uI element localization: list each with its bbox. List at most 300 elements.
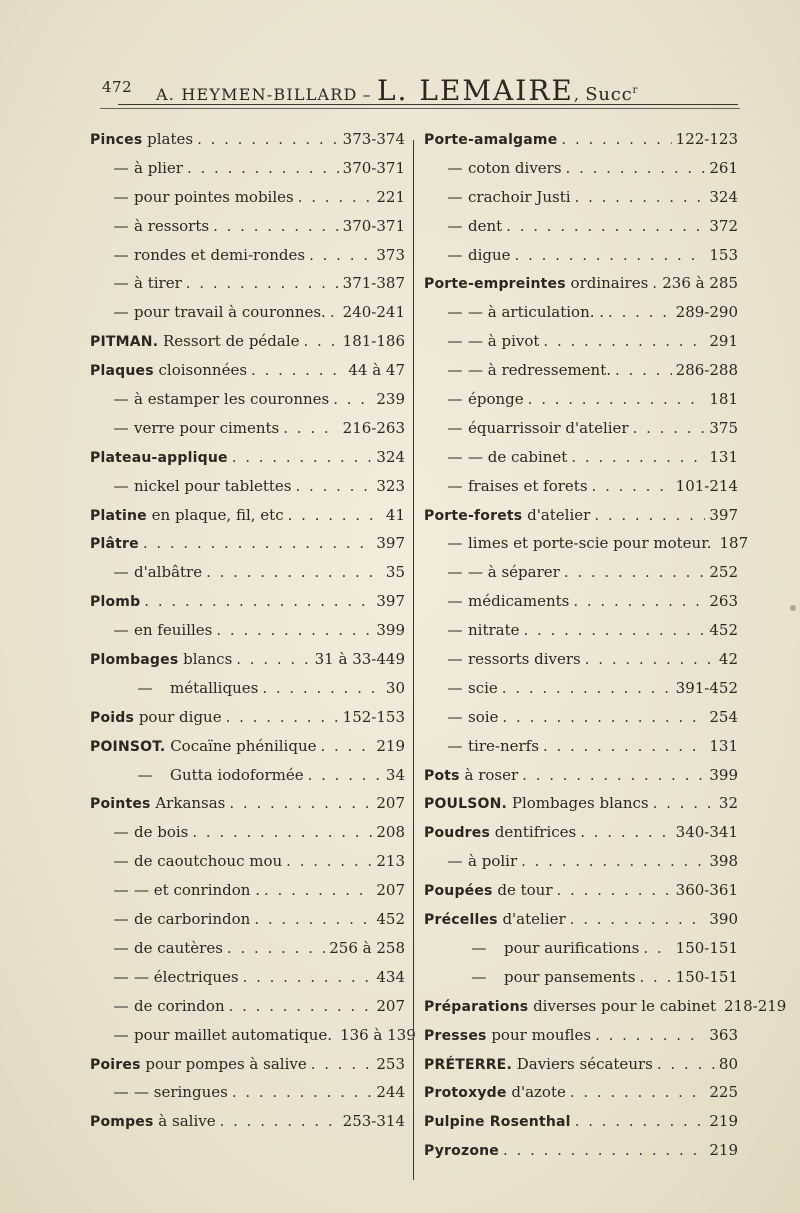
entry-pages: 181-186 bbox=[342, 332, 405, 351]
entry-term bbox=[424, 1141, 499, 1159]
index-entry bbox=[90, 563, 405, 592]
entry-term bbox=[90, 332, 300, 350]
leader-dots bbox=[615, 361, 672, 379]
entry-text: Daviers sécateurs bbox=[511, 1054, 653, 1073]
entry-term: — verre pour ciments bbox=[113, 418, 280, 437]
entry-pages: 252 bbox=[709, 563, 738, 582]
entry-text: de bois bbox=[134, 823, 189, 842]
entry-keyword: POINSOT. bbox=[90, 738, 166, 755]
entry-pages: 213 bbox=[376, 852, 405, 871]
entry-term: — pour pansements bbox=[471, 967, 636, 986]
index-entry bbox=[424, 1026, 738, 1055]
entry-text: pour pompes à salive bbox=[140, 1054, 307, 1073]
leader-dots bbox=[521, 852, 705, 870]
leader-dots bbox=[187, 159, 339, 177]
entry-pages: 375 bbox=[709, 418, 738, 437]
leader-dots bbox=[232, 448, 373, 466]
entry-pages: 187 bbox=[719, 534, 749, 553]
entry-term bbox=[90, 737, 316, 755]
index-entry bbox=[424, 246, 738, 275]
entry-text: pour travail à couronnes. bbox=[134, 303, 326, 322]
entry-term: — à polir bbox=[447, 852, 518, 871]
leader-dots bbox=[236, 650, 310, 668]
entry-pages: 42 bbox=[718, 650, 738, 669]
leader-dots bbox=[309, 246, 372, 264]
leader-dots bbox=[226, 708, 339, 726]
index-entry bbox=[424, 1055, 738, 1084]
entry-term: — pour travail à couronnes. bbox=[113, 303, 326, 322]
index-entry bbox=[424, 534, 749, 563]
entry-pages: 397 bbox=[376, 534, 405, 553]
index-entry bbox=[424, 448, 738, 477]
entry-text: — à séparer bbox=[468, 563, 560, 582]
entry-keyword: Précelles bbox=[424, 912, 498, 929]
entry-term: — — à redressement. bbox=[447, 361, 612, 380]
entry-pages: 324 bbox=[376, 447, 405, 466]
entry-keyword: POULSON. bbox=[424, 796, 508, 813]
entry-pages: 263 bbox=[709, 592, 738, 611]
entry-keyword: Plâtre bbox=[90, 536, 139, 553]
entry-pages: 452 bbox=[376, 910, 405, 929]
entry-keyword: Poires bbox=[90, 1056, 141, 1073]
index-entry bbox=[90, 621, 405, 650]
leader-dots bbox=[502, 708, 705, 726]
leader-dots bbox=[144, 592, 372, 610]
leader-dots bbox=[564, 563, 706, 581]
leader-dots bbox=[229, 794, 372, 812]
entry-pages: 370-371 bbox=[342, 216, 405, 235]
entry-term bbox=[424, 910, 566, 928]
index-entry bbox=[90, 997, 405, 1026]
index-entry bbox=[424, 1083, 738, 1112]
entry-pages: 399 bbox=[376, 621, 405, 640]
entry-term bbox=[424, 1083, 566, 1101]
entry-term: — médicaments bbox=[447, 592, 570, 611]
entry-text: scie bbox=[468, 678, 498, 697]
index-entry bbox=[90, 361, 405, 390]
entry-term: — — à séparer bbox=[447, 563, 560, 582]
entry-pages: 208 bbox=[376, 823, 405, 842]
index-entry bbox=[424, 910, 738, 939]
entry-term: — ressorts divers bbox=[447, 650, 581, 669]
entry-pages: 219 bbox=[376, 736, 405, 755]
entry-text: verre pour ciments bbox=[134, 418, 280, 437]
entry-text: pour maillet automatique. bbox=[134, 1025, 333, 1044]
index-entry bbox=[90, 332, 405, 361]
entry-pages: 131 bbox=[709, 736, 738, 755]
leader-dots bbox=[524, 621, 706, 639]
entry-term: — rondes et demi-rondes bbox=[113, 245, 306, 264]
entry-pages: 397 bbox=[376, 592, 405, 611]
entry-pages: 122-123 bbox=[675, 130, 738, 148]
entry-term bbox=[424, 130, 557, 148]
entry-text: à salive bbox=[153, 1112, 216, 1131]
entry-text: pour pointes mobiles bbox=[134, 187, 294, 206]
index-entry bbox=[90, 592, 405, 621]
leader-dots bbox=[595, 1026, 705, 1044]
index-entry bbox=[90, 650, 405, 679]
entry-text: Cocaïne phénilique bbox=[165, 736, 317, 755]
entry-keyword: Presses bbox=[424, 1027, 487, 1044]
entry-pages: 225 bbox=[709, 1083, 738, 1102]
entry-term bbox=[424, 274, 648, 292]
leader-dots bbox=[143, 534, 373, 552]
entry-text: d'atelier bbox=[497, 910, 566, 929]
entry-text: — et conrindon . bbox=[134, 881, 260, 900]
leader-dots bbox=[333, 390, 372, 408]
entry-text: Arkansas bbox=[150, 794, 226, 813]
entry-text: soie bbox=[468, 707, 499, 726]
entry-pages: 240-241 bbox=[342, 303, 405, 322]
entry-text: métalliques bbox=[170, 678, 259, 697]
entry-pages: 261 bbox=[709, 158, 738, 177]
index-entry bbox=[424, 708, 738, 737]
index-entry bbox=[90, 708, 405, 737]
entry-term bbox=[90, 794, 225, 812]
entry-text: à plier bbox=[134, 158, 183, 177]
entry-keyword: Porte-forets bbox=[424, 507, 523, 524]
entry-term bbox=[424, 1026, 591, 1044]
entry-term bbox=[424, 823, 576, 841]
leader-dots bbox=[594, 506, 705, 524]
entry-text: digue bbox=[468, 245, 511, 264]
entry-text: éponge bbox=[468, 390, 524, 409]
entry-text: ressorts divers bbox=[468, 650, 581, 669]
entry-text: rondes et demi-rondes bbox=[134, 245, 306, 264]
entry-pages: 390 bbox=[709, 910, 738, 929]
entry-pages: 181 bbox=[709, 390, 738, 409]
entry-pages: 256 à 258 bbox=[329, 938, 405, 957]
entry-term: — coton divers bbox=[447, 158, 562, 177]
index-entry bbox=[90, 1083, 405, 1112]
entry-text: pour aurifications bbox=[504, 938, 640, 957]
leader-dots bbox=[543, 737, 705, 755]
index-entry bbox=[90, 188, 405, 217]
entry-pages: 221 bbox=[376, 187, 405, 206]
leader-dots bbox=[575, 1112, 706, 1130]
entry-pages: 398 bbox=[709, 852, 738, 871]
entry-pages: 399 bbox=[709, 765, 738, 784]
leader-dots bbox=[585, 650, 715, 668]
index-entry bbox=[424, 968, 738, 997]
entry-pages: 152-153 bbox=[342, 707, 405, 726]
index-entry bbox=[424, 332, 738, 361]
entry-pages: 101-214 bbox=[675, 476, 738, 495]
entry-pages: 35 bbox=[385, 563, 405, 582]
index-entry bbox=[424, 419, 738, 448]
entry-term: — Gutta iodoformée bbox=[137, 765, 304, 784]
entry-keyword: PITMAN. bbox=[90, 334, 159, 351]
index-column-left bbox=[90, 130, 416, 1141]
entry-pages: 397 bbox=[709, 505, 738, 524]
entry-text: de cautères bbox=[134, 938, 223, 957]
entry-pages: 253 bbox=[376, 1054, 405, 1073]
index-entry bbox=[424, 823, 738, 852]
entry-text: — électriques bbox=[134, 967, 239, 986]
header-rule bbox=[118, 104, 738, 105]
index-entry bbox=[424, 477, 738, 506]
entry-text: limes et porte-scie pour moteur. bbox=[468, 534, 712, 553]
index-entry bbox=[90, 679, 405, 708]
entry-term: — scie bbox=[447, 678, 498, 697]
entry-pages: 207 bbox=[376, 881, 405, 900]
entry-pages: 323 bbox=[376, 476, 405, 495]
leader-dots bbox=[503, 1141, 705, 1159]
entry-term: — de cautères bbox=[113, 938, 223, 957]
entry-keyword: Porte-amalgame bbox=[424, 132, 558, 148]
entry-text: nitrate bbox=[468, 621, 520, 640]
leader-dots bbox=[229, 997, 373, 1015]
entry-term: — — de cabinet bbox=[447, 447, 568, 466]
succ-label: Succ$^r$ bbox=[585, 84, 639, 105]
index-entry bbox=[90, 910, 405, 939]
entry-keyword: Pyrozone bbox=[424, 1143, 499, 1160]
leader-dots bbox=[320, 737, 372, 755]
leader-dots bbox=[653, 794, 715, 812]
entry-term: — de bois bbox=[113, 823, 189, 842]
entry-pages: 219 bbox=[709, 1112, 738, 1131]
entry-term: — de caoutchouc mou bbox=[113, 852, 283, 871]
entry-text: à roser bbox=[459, 765, 519, 784]
entry-keyword: Porte-empreintes bbox=[424, 276, 566, 293]
entry-text: — seringues bbox=[134, 1083, 228, 1102]
author-name: A. HEYMEN-BILLARD bbox=[156, 85, 358, 104]
entry-term: — — seringues bbox=[113, 1083, 228, 1102]
index-entry bbox=[424, 794, 738, 823]
entry-text: plates bbox=[142, 130, 194, 148]
entry-pages: 219 bbox=[709, 1141, 738, 1160]
entry-text: — à redressement. bbox=[468, 361, 612, 380]
index-entry bbox=[424, 390, 738, 419]
entry-pages: 370-371 bbox=[342, 158, 405, 177]
index-entry bbox=[424, 881, 738, 910]
entry-text: tire-nerfs bbox=[468, 736, 539, 755]
leader-dots bbox=[243, 968, 373, 986]
index-entry bbox=[424, 188, 738, 217]
entry-keyword: Pinces bbox=[90, 132, 143, 148]
entry-text: dentifrices bbox=[490, 823, 577, 842]
entry-term: — limes et porte-scie pour moteur. bbox=[447, 534, 712, 553]
entry-keyword: Pompes bbox=[90, 1114, 154, 1131]
index-entry bbox=[90, 1025, 416, 1055]
index-entry bbox=[424, 563, 738, 592]
entry-term bbox=[424, 506, 590, 524]
entry-term: — à plier bbox=[113, 158, 183, 177]
leader-dots bbox=[216, 621, 372, 639]
running-head: A. HEYMEN-BILLARD – L. LEMAIRE, Succ$^r$ bbox=[156, 74, 639, 107]
leader-dots bbox=[251, 361, 344, 379]
entry-pages: 340-341 bbox=[675, 823, 738, 842]
index-entry bbox=[90, 534, 405, 563]
entry-text: nickel pour tablettes bbox=[134, 476, 292, 495]
entry-text: d'azote bbox=[506, 1083, 566, 1102]
entry-pages: 291 bbox=[709, 332, 738, 351]
leader-dots bbox=[528, 390, 706, 408]
entry-pages: 150-151 bbox=[675, 967, 738, 986]
entry-pages: 216-263 bbox=[342, 418, 405, 437]
entry-text: d'albâtre bbox=[134, 563, 203, 582]
index-entry bbox=[424, 737, 738, 766]
entry-term: — de carborindon bbox=[113, 910, 251, 929]
leader-dots bbox=[657, 1055, 715, 1073]
entry-text: Gutta iodoformée bbox=[170, 765, 304, 784]
index-entry bbox=[424, 159, 738, 188]
index-entry bbox=[90, 274, 405, 303]
entry-term bbox=[90, 650, 232, 668]
index-entry bbox=[90, 794, 405, 823]
entry-pages: 373-374 bbox=[342, 130, 405, 148]
entry-term bbox=[90, 592, 140, 610]
index-entry bbox=[424, 679, 738, 708]
leader-dots bbox=[330, 303, 339, 321]
entry-text: médicaments bbox=[468, 592, 570, 611]
entry-keyword: Plomb bbox=[90, 594, 141, 611]
entry-text: pour moufles bbox=[486, 1025, 592, 1044]
entry-term: — métalliques bbox=[137, 678, 259, 697]
leader-dots bbox=[575, 188, 706, 206]
index-entry bbox=[424, 592, 738, 621]
index-entry bbox=[90, 1055, 405, 1084]
entry-term: — à tirer bbox=[113, 274, 182, 293]
leader-dots bbox=[570, 1083, 706, 1101]
entry-text: pour digue bbox=[134, 707, 222, 726]
index-entry bbox=[90, 477, 405, 506]
entry-pages: 44 à 47 bbox=[348, 361, 405, 380]
leader-dots bbox=[570, 910, 706, 928]
entry-term bbox=[424, 997, 716, 1015]
leader-dots bbox=[502, 679, 672, 697]
entry-pages: 372 bbox=[709, 216, 738, 235]
entry-pages: 373 bbox=[376, 245, 405, 264]
leader-dots bbox=[580, 823, 671, 841]
entry-term bbox=[90, 534, 139, 552]
leader-dots bbox=[296, 477, 373, 495]
index-entry bbox=[424, 621, 738, 650]
entry-term: — pour aurifications bbox=[471, 938, 640, 957]
entry-text: de carborindon bbox=[134, 910, 251, 929]
leader-dots bbox=[543, 332, 705, 350]
entry-pages: 239 bbox=[376, 390, 405, 409]
index-entry bbox=[424, 274, 738, 303]
leader-dots bbox=[522, 766, 705, 784]
entry-term: — à ressorts bbox=[113, 216, 210, 235]
entry-keyword: Pulpine Rosenthal bbox=[424, 1114, 571, 1131]
entry-pages: 41 bbox=[385, 505, 405, 524]
entry-pages: 30 bbox=[385, 678, 405, 697]
entry-keyword: PRÉTERRE. bbox=[424, 1056, 512, 1073]
index-entry bbox=[90, 419, 405, 448]
entry-text: à estamper les couronnes bbox=[134, 390, 330, 409]
entry-text: en feuilles bbox=[134, 621, 213, 640]
index-entry bbox=[90, 766, 405, 795]
leader-dots bbox=[262, 679, 382, 697]
entry-pages: 434 bbox=[376, 967, 405, 986]
leader-dots bbox=[633, 419, 706, 437]
entry-term: — tire-nerfs bbox=[447, 736, 539, 755]
header-rule-thin bbox=[100, 108, 740, 109]
entry-term: — éponge bbox=[447, 390, 524, 409]
leader-dots bbox=[192, 823, 372, 841]
index-entry bbox=[424, 939, 738, 968]
entry-text: crachoir Justi bbox=[468, 187, 571, 206]
entry-term bbox=[424, 766, 518, 784]
entry-keyword: Plateau-applique bbox=[90, 449, 228, 466]
entry-pages: 236 à 285 bbox=[662, 274, 738, 293]
index-entry bbox=[424, 996, 787, 1026]
leader-dots bbox=[213, 217, 339, 235]
entry-keyword: Poudres bbox=[424, 825, 490, 842]
entry-pages: 324 bbox=[709, 187, 738, 206]
leader-dots bbox=[566, 159, 706, 177]
leader-dots bbox=[288, 506, 382, 524]
entry-pages: 244 bbox=[376, 1083, 405, 1102]
index-entry bbox=[90, 939, 405, 968]
index-entry bbox=[90, 130, 405, 159]
entry-text: cloisonnées bbox=[153, 361, 248, 380]
leader-dots bbox=[283, 419, 338, 437]
entry-term: — digue bbox=[447, 245, 511, 264]
entry-text: ordinaires bbox=[565, 274, 649, 293]
entry-pages: 391-452 bbox=[675, 678, 738, 697]
index-entry bbox=[424, 303, 738, 332]
leader-dots bbox=[227, 939, 325, 957]
leader-dots bbox=[608, 303, 672, 321]
entry-term: — nickel pour tablettes bbox=[113, 476, 292, 495]
entry-text: Plombages blancs bbox=[507, 794, 649, 813]
leader-dots bbox=[308, 766, 382, 784]
entry-term bbox=[424, 881, 553, 899]
entry-pages: 80 bbox=[718, 1054, 738, 1073]
entry-pages: 32 bbox=[718, 794, 738, 813]
entry-term bbox=[90, 1112, 216, 1130]
entry-term bbox=[424, 1112, 571, 1130]
leader-dots bbox=[206, 563, 382, 581]
entry-text: diverses pour le cabinet bbox=[528, 996, 717, 1015]
leader-dots bbox=[311, 1055, 373, 1073]
entry-pages: 207 bbox=[376, 996, 405, 1015]
successor-name: L. LEMAIRE bbox=[376, 74, 574, 107]
entry-term bbox=[90, 708, 222, 726]
entry-pages: 254 bbox=[709, 707, 738, 726]
leader-dots bbox=[643, 939, 671, 957]
leader-dots bbox=[561, 130, 671, 148]
leader-dots bbox=[186, 274, 339, 292]
index-entry bbox=[424, 766, 738, 795]
index-column-right bbox=[424, 130, 787, 1170]
entry-term: — équarrissoir d'atelier bbox=[447, 418, 629, 437]
entry-term: — à estamper les couronnes bbox=[113, 390, 330, 409]
entry-term: — en feuilles bbox=[113, 621, 213, 640]
entry-term: — — et conrindon . bbox=[113, 881, 260, 900]
index-entry bbox=[90, 823, 405, 852]
entry-pages: 289-290 bbox=[675, 303, 738, 322]
entry-term bbox=[90, 130, 193, 148]
entry-keyword: Plombages bbox=[90, 652, 179, 669]
entry-pages: 286-288 bbox=[675, 361, 738, 380]
entry-term: — de corindon bbox=[113, 996, 225, 1015]
entry-term: — crachoir Justi bbox=[447, 187, 571, 206]
index-entry bbox=[90, 506, 405, 535]
header-separator: – bbox=[362, 85, 372, 104]
entry-term: — nitrate bbox=[447, 621, 520, 640]
leader-dots bbox=[264, 881, 372, 899]
entry-text: en plaque, fil, etc bbox=[146, 505, 284, 524]
index-entry bbox=[90, 390, 405, 419]
entry-keyword: Poids bbox=[90, 709, 135, 726]
entry-keyword: Protoxyde bbox=[424, 1085, 507, 1102]
index-entry bbox=[424, 852, 738, 881]
leader-dots bbox=[640, 968, 672, 986]
